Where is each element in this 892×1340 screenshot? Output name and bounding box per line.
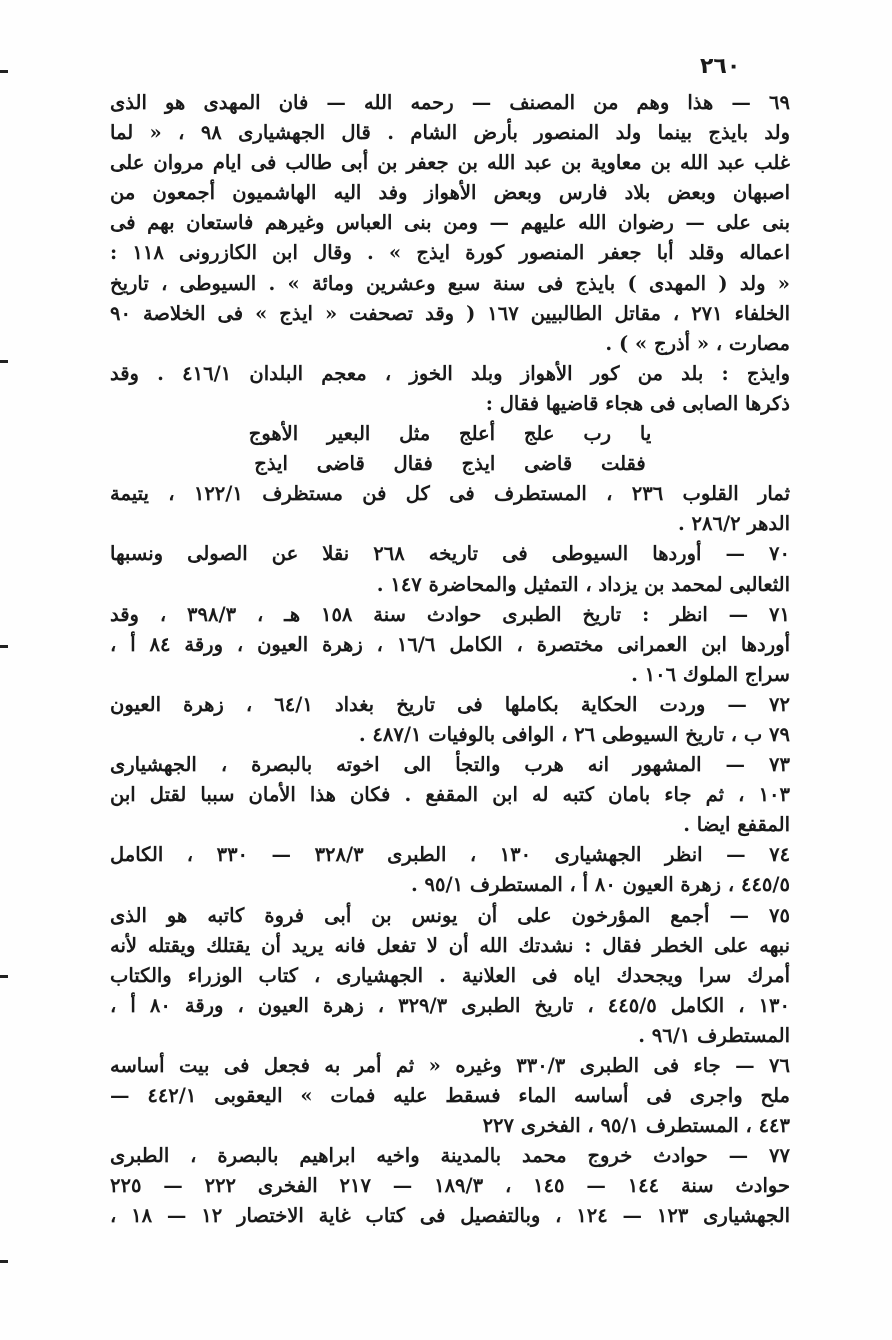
text-line: حوادث سنة ١٤٤ — ١٤٥ ، ١٨٩/٣ — ٢١٧ الفخرى ٢٢٢ — ٢٢٥	[110, 1174, 790, 1198]
scan-edge-mark	[0, 645, 8, 648]
text-line: ولد بايذج بينما ولد المنصور بأرض الشام . قال الجهشيارى ٩٨ ، « لما	[110, 121, 790, 145]
text-line: الخلفاء ٢٧١ ، مقاتل الطالبيين ١٦٧ ( وقد تصحفت « ايذج » فى الخلاصة ٩٠	[110, 301, 790, 325]
text-line: ٦٩ — هذا وهم من المصنف — رحمه الله — فان المهدى هو الذى	[110, 91, 790, 114]
text-line: مصارت ، « أذرج » ) .	[605, 331, 790, 355]
scan-edge-mark	[0, 70, 8, 73]
text-line: الدهر ٢٨٦/٢ .	[677, 512, 790, 536]
text-line: ٧٥ — أجمع المؤرخون على أن يونس بن أبى فروة كاتبه هو الذى	[110, 903, 790, 927]
poem-verse: يا رب علج أعلج مثل البعير الأهوج	[248, 422, 652, 446]
text-line: اعماله وقلد أبا جعفر المنصور كورة ايذج » . وقال ابن الكازرونى ١١٨ :	[110, 241, 790, 265]
text-line: ١٠٣ ، ثم جاء بامان كتبه له ابن المقفع . فكان هذا الأمان سببا لقتل ابن	[110, 783, 790, 807]
page-number: ٢٦٠	[700, 54, 741, 79]
text-line: سراج الملوك ١٠٦ .	[631, 662, 790, 686]
text-line: أمرك سرا ويجحدك اياه فى العلانية . الجهشيارى ، كتاب الوزراء والكتاب	[110, 963, 790, 987]
scan-edge-mark	[0, 975, 8, 978]
text-line: نبهه على الخطر فقال : نشدتك الله أن لا تفعل فانه يريد أن يقتلك ويقتله لأنه	[110, 933, 790, 957]
text-line: ٧٣ — المشهور انه هرب والتجأ الى اخوته بالبصرة ، الجهشيارى	[110, 753, 790, 777]
text-line: ٧٤ — انظر الجهشيارى ١٣٠ ، الطبرى ٣٢٨/٣ — ٣٣٠ ، الكامل	[110, 843, 790, 867]
text-line: ٧٢ — وردت الحكاية بكاملها فى تاريخ بغداد ٦٤/١ ، زهرة العيون	[110, 692, 790, 716]
text-line: ٧٧ — حوادث خروج محمد بالمدينة واخيه ابراهيم بالبصرة ، الطبرى	[110, 1144, 790, 1168]
scan-edge-mark	[0, 360, 8, 363]
text-line: ملح واجرى فى أساسه الماء فسقط عليه فمات » اليعقوبى ٤٤٢/١ —	[110, 1084, 790, 1108]
text-line: المستطرف ٩٦/١ .	[638, 1023, 790, 1047]
text-line: ٧٦ — جاء فى الطبرى ٣٣٠/٣ وغيره « ثم أمر به فجعل فى بيت أساسه	[110, 1054, 790, 1077]
footnotes-text	[110, 88, 790, 1232]
text-line: ١٣٠ ، الكامل ٤٤٥/٥ ، تاريخ الطبرى ٣٢٩/٣ ، زهرة العيون ، ورقة ٨٠ أ ،	[110, 993, 790, 1017]
poem-verse: فقلت قاضى ايذج فقال قاضى ايذج	[254, 452, 646, 476]
text-line: الجهشيارى ١٢٣ — ١٢٤ ، وبالتفصيل فى كتاب غاية الاختصار ١٢ — ١٨ ،	[110, 1204, 790, 1228]
text-line: المقفع ايضا .	[683, 813, 790, 837]
text-line: أوردها ابن العمرانى مختصرة ، الكامل ١٦/٦ ، زهرة العيون ، ورقة ٨٤ أ ،	[110, 632, 790, 656]
text-line: « ولد ( المهدى ) بايذج فى سنة سبع وعشرين ومائة » . السيوطى ، تاريخ	[110, 271, 790, 295]
text-line: ذكرها الصابى فى هجاء قاضيها فقال :	[485, 391, 790, 415]
text-line: اصبهان وبعض بلاد فارس وبعض الأهواز وفد اليه الهاشميون أجمعون من	[110, 181, 790, 205]
scan-edge-mark	[0, 1260, 8, 1263]
text-line: غلب عبد الله بن معاوية بن عبد الله بن جعفر بن أبى طالب فى ايام مروان على	[110, 151, 790, 175]
text-line: ٧٩ ب ، تاريخ السيوطى ٢٦ ، الوافى بالوفيات ٤٨٧/١ .	[358, 722, 790, 746]
text-line: ٧٠ — أوردها السيوطى فى تاريخه ٢٦٨ نقلا عن الصولى ونسبها	[110, 542, 790, 566]
text-line: ثمار القلوب ٢٣٦ ، المستطرف فى كل فن مستظرف ١٢٢/١ ، يتيمة	[110, 482, 790, 506]
text-line: الثعالبى لمحمد بن يزداد ، التمثيل والمحاضرة ١٤٧ .	[376, 572, 790, 596]
text-line: وايذج : بلد من كور الأهواز وبلد الخوز ، معجم البلدان ٤١٦/١ . وقد	[110, 361, 790, 385]
text-line: بنى على — رضوان الله عليهم — ومن بنى العباس وغيرهم فاستعان بهم فى	[110, 211, 790, 235]
text-line: ٤٤٥/٥ ، زهرة العيون ٨٠ أ ، المستطرف ٩٥/١ .	[410, 873, 790, 897]
text-line: ٧١ — انظر : تاريخ الطبرى حوادث سنة ١٥٨ هـ ، ٣٩٨/٣ ، وقد	[110, 602, 790, 626]
text-line: ٤٤٣ ، المستطرف ٩٥/١ ، الفخرى ٢٢٧	[482, 1114, 790, 1138]
